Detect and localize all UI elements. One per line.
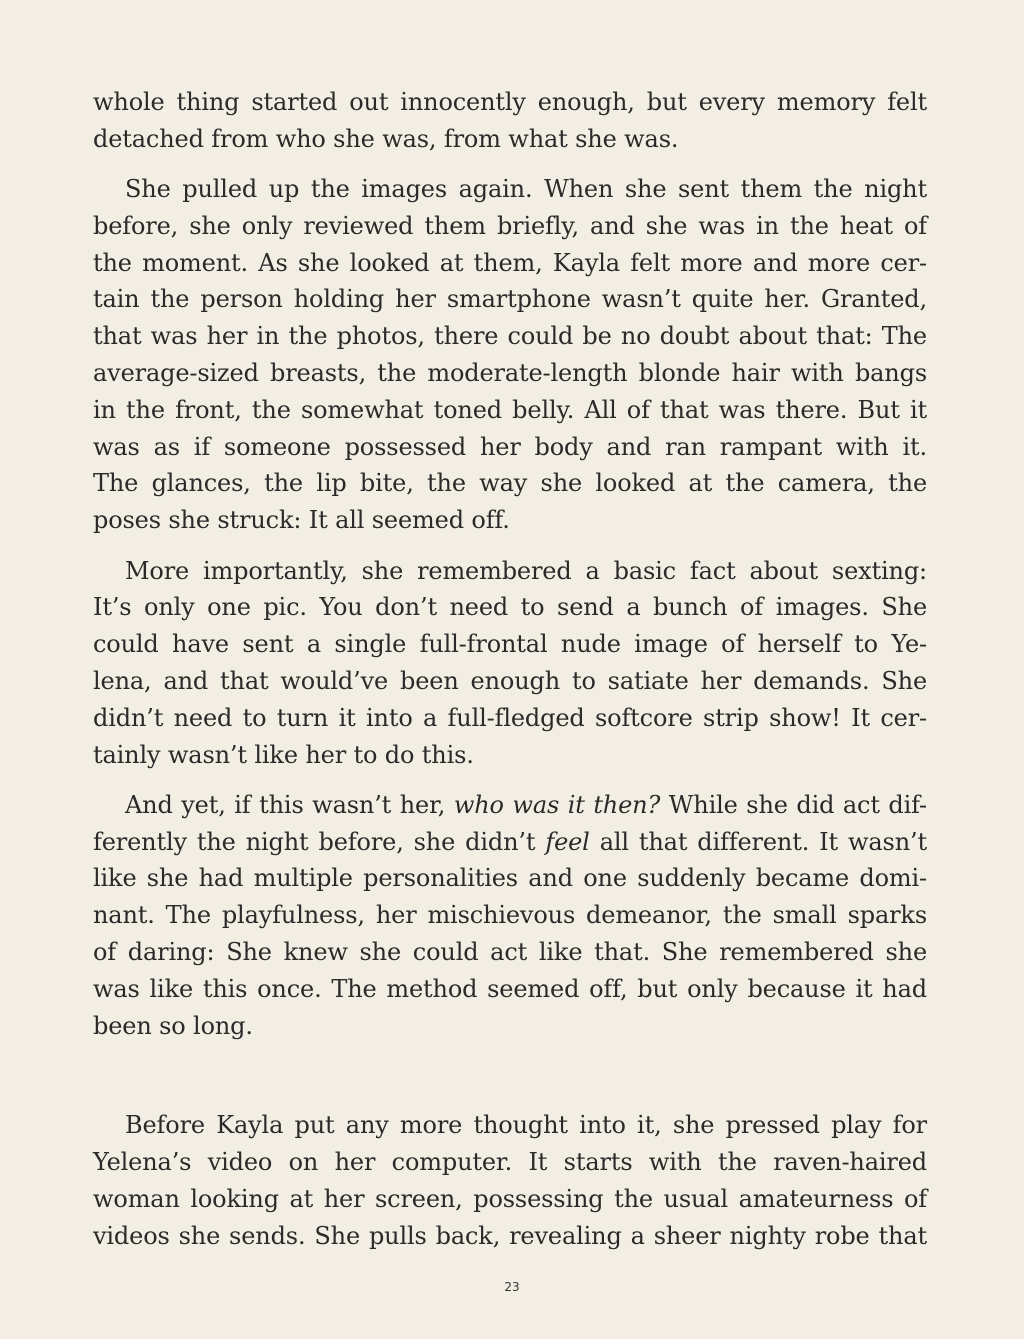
text-line (93, 1144, 927, 1181)
text-line (93, 1218, 927, 1255)
text-segment: ferently the night before, she didn’t (93, 827, 546, 856)
text-segment: While she did act dif- (660, 790, 927, 819)
text-line (93, 737, 927, 774)
text-line (93, 553, 927, 590)
text-line (93, 84, 927, 121)
text-line (93, 318, 927, 355)
body-text (93, 84, 927, 1268)
text-segment: And yet, if this wasn’t her, (125, 790, 454, 819)
text-line (93, 700, 927, 737)
text-line (93, 245, 927, 282)
text-segment: tainly wasn’t like her to do this. (93, 740, 474, 769)
text-line (93, 208, 927, 245)
text-line (93, 663, 927, 700)
text-line (93, 355, 927, 392)
text-segment: tain the person holding her smartphone wasn’t quite her. Granted, (93, 285, 927, 314)
paragraph (93, 787, 927, 1045)
italic-text: who was it then? (453, 790, 661, 819)
text-segment: of daring: She knew she could act like that. She remembered she (93, 938, 927, 967)
text-segment: the moment. As she looked at them, Kayla felt more and more cer- (93, 248, 927, 277)
text-line (93, 1107, 927, 1144)
text-segment: lena, and that would’ve been enough to satiate her demands. She (93, 666, 927, 695)
paragraph (93, 553, 927, 774)
text-segment: Before Kayla put any more thought into it, she pressed play for (125, 1111, 927, 1140)
text-line (93, 589, 927, 626)
text-segment: before, she only reviewed them briefly, and she was in the heat of (93, 211, 927, 240)
page-number: 23 (504, 1280, 520, 1294)
paragraph (93, 84, 927, 158)
text-line (93, 897, 927, 934)
text-segment: been so long. (93, 1011, 253, 1040)
paragraph (93, 171, 927, 539)
text-line (93, 465, 927, 502)
text-segment: More importantly, she remembered a basic fact about sexting: (125, 556, 927, 585)
text-segment: was like this once. The method seemed off, but only because it had (93, 974, 927, 1003)
text-line (93, 392, 927, 429)
text-segment: could have sent a single full-frontal nude image of herself to Ye- (93, 630, 927, 659)
text-line (93, 860, 927, 897)
text-line (93, 1008, 927, 1045)
text-segment: average-sized breasts, the moderate-length blonde hair with bangs (93, 359, 927, 388)
text-line (93, 824, 927, 861)
text-segment: was as if someone possessed her body and ran rampant with it. (93, 432, 927, 461)
text-segment: woman looking at her screen, possessing the usual amateurness of (93, 1185, 927, 1214)
text-line (93, 121, 927, 158)
paragraph (93, 1107, 927, 1254)
italic-text: feel (545, 827, 590, 856)
text-segment: poses she struck: It all seemed off. (93, 506, 510, 535)
text-line (93, 281, 927, 318)
text-line (93, 502, 927, 539)
text-segment: in the front, the somewhat toned belly. All of that was there. But it (93, 395, 927, 424)
text-segment: whole thing started out innocently enough, but every memory felt (93, 88, 927, 116)
text-line (93, 971, 927, 1008)
text-segment: Yelena’s video on her computer. It starts with the raven-haired (93, 1148, 927, 1177)
text-segment: nant. The playfulness, her mischievous demeanor, the small sparks (93, 901, 927, 930)
text-line (93, 626, 927, 663)
text-line (93, 429, 927, 466)
text-segment: all that different. It wasn’t (589, 827, 927, 856)
text-segment: detached from who she was, from what she was. (93, 124, 679, 153)
text-line (93, 787, 927, 824)
text-line (93, 934, 927, 971)
text-segment: videos she sends. She pulls back, revealing a sheer nighty robe that (93, 1221, 927, 1250)
text-segment: like she had multiple personalities and one suddenly became domi- (93, 864, 927, 893)
text-line (93, 1181, 927, 1218)
text-segment: didn’t need to turn it into a full-fledged softcore strip show! It cer- (93, 703, 927, 732)
text-segment: The glances, the lip bite, the way she looked at the camera, the (93, 469, 927, 498)
text-segment: It’s only one pic. You don’t need to send a bunch of images. She (93, 593, 927, 622)
text-segment: that was her in the photos, there could be no doubt about that: The (93, 322, 927, 351)
text-line (93, 171, 927, 208)
text-segment: She pulled up the images again. When she sent them the night (125, 175, 927, 204)
